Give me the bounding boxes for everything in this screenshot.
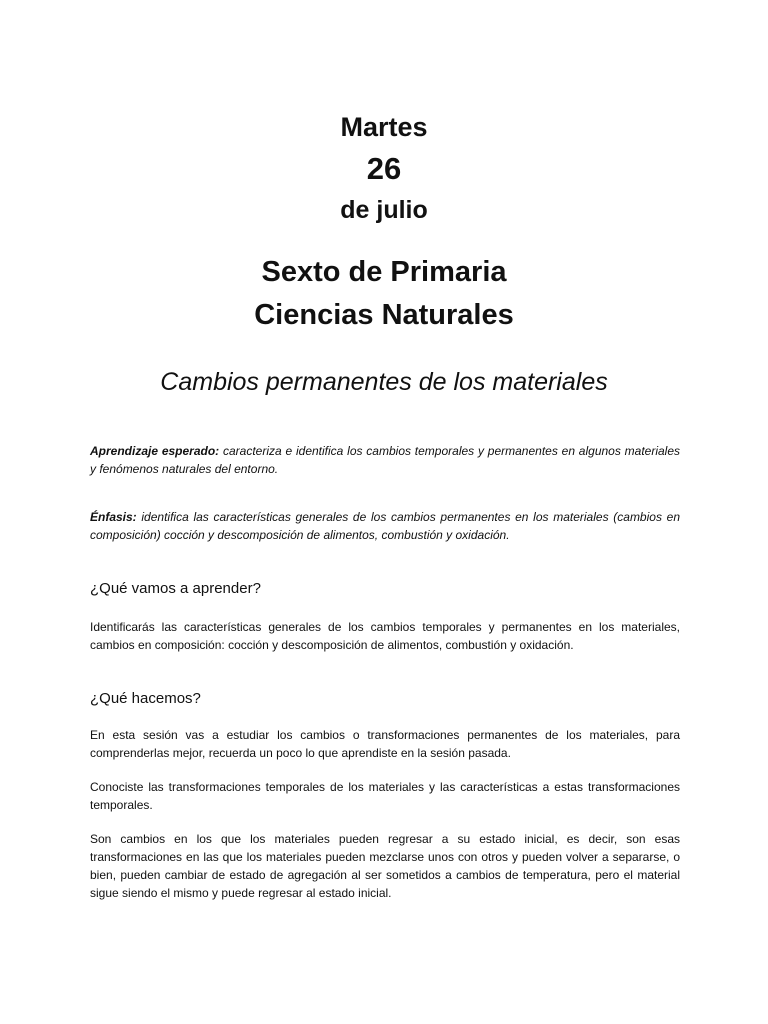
aprendizaje-label: Aprendizaje esperado: [90,444,220,458]
enfasis-label: Énfasis: [90,510,137,524]
paragraph: Son cambios en los que los materiales pueden regresar a su estado inicial, es decir, son esas transformaciones en las que los materiales pueden mezclarse unos con otros y pueden volver a separarse, o bien, pueden cambiar de estado de agregación al ser sometidos a cambios de temperatura, pero el material sigue siendo el mismo y puede regresar al estado inicial. [90,832,680,900]
date-day: Martes [340,112,428,142]
paragraph: En esta sesión vas a estudiar los cambios o transformaciones permanentes de los materiales, para comprenderlas mejor, recuerda un poco lo que aprendiste en la sesión pasada. [90,728,680,760]
enfasis [90,508,680,544]
date-month: de julio [340,196,428,224]
aprendizaje-text: caracteriza e identifica los cambios temporales y permanentes en algunos materiales y fenómenos naturales del entorno. [90,444,681,476]
topic-title: Cambios permanentes de los materiales [160,368,608,396]
aprendizaje-esperado [90,442,680,478]
paragraph: Identificarás las características generales de los cambios temporales y permanentes en los materiales, cambios en composición: cocción y descomposición de alimentos, combustión y oxidación. [90,620,680,652]
section-heading-aprender: ¿Qué vamos a aprender? [90,580,261,597]
section-heading-hacemos: ¿Qué hacemos? [90,690,201,707]
enfasis-text: identifica las características generales de los cambios permanentes en los materiales (cambios en composición) cocción y descomposición de alimentos, combustión y oxidación. [90,510,680,542]
paragraph: Conociste las transformaciones temporales de los materiales y las características a estas transformaciones temporales. [90,780,680,812]
grade-title: Sexto de Primaria [261,256,507,288]
subject-title: Ciencias Naturales [254,299,514,331]
date-number: 26 [366,151,402,186]
